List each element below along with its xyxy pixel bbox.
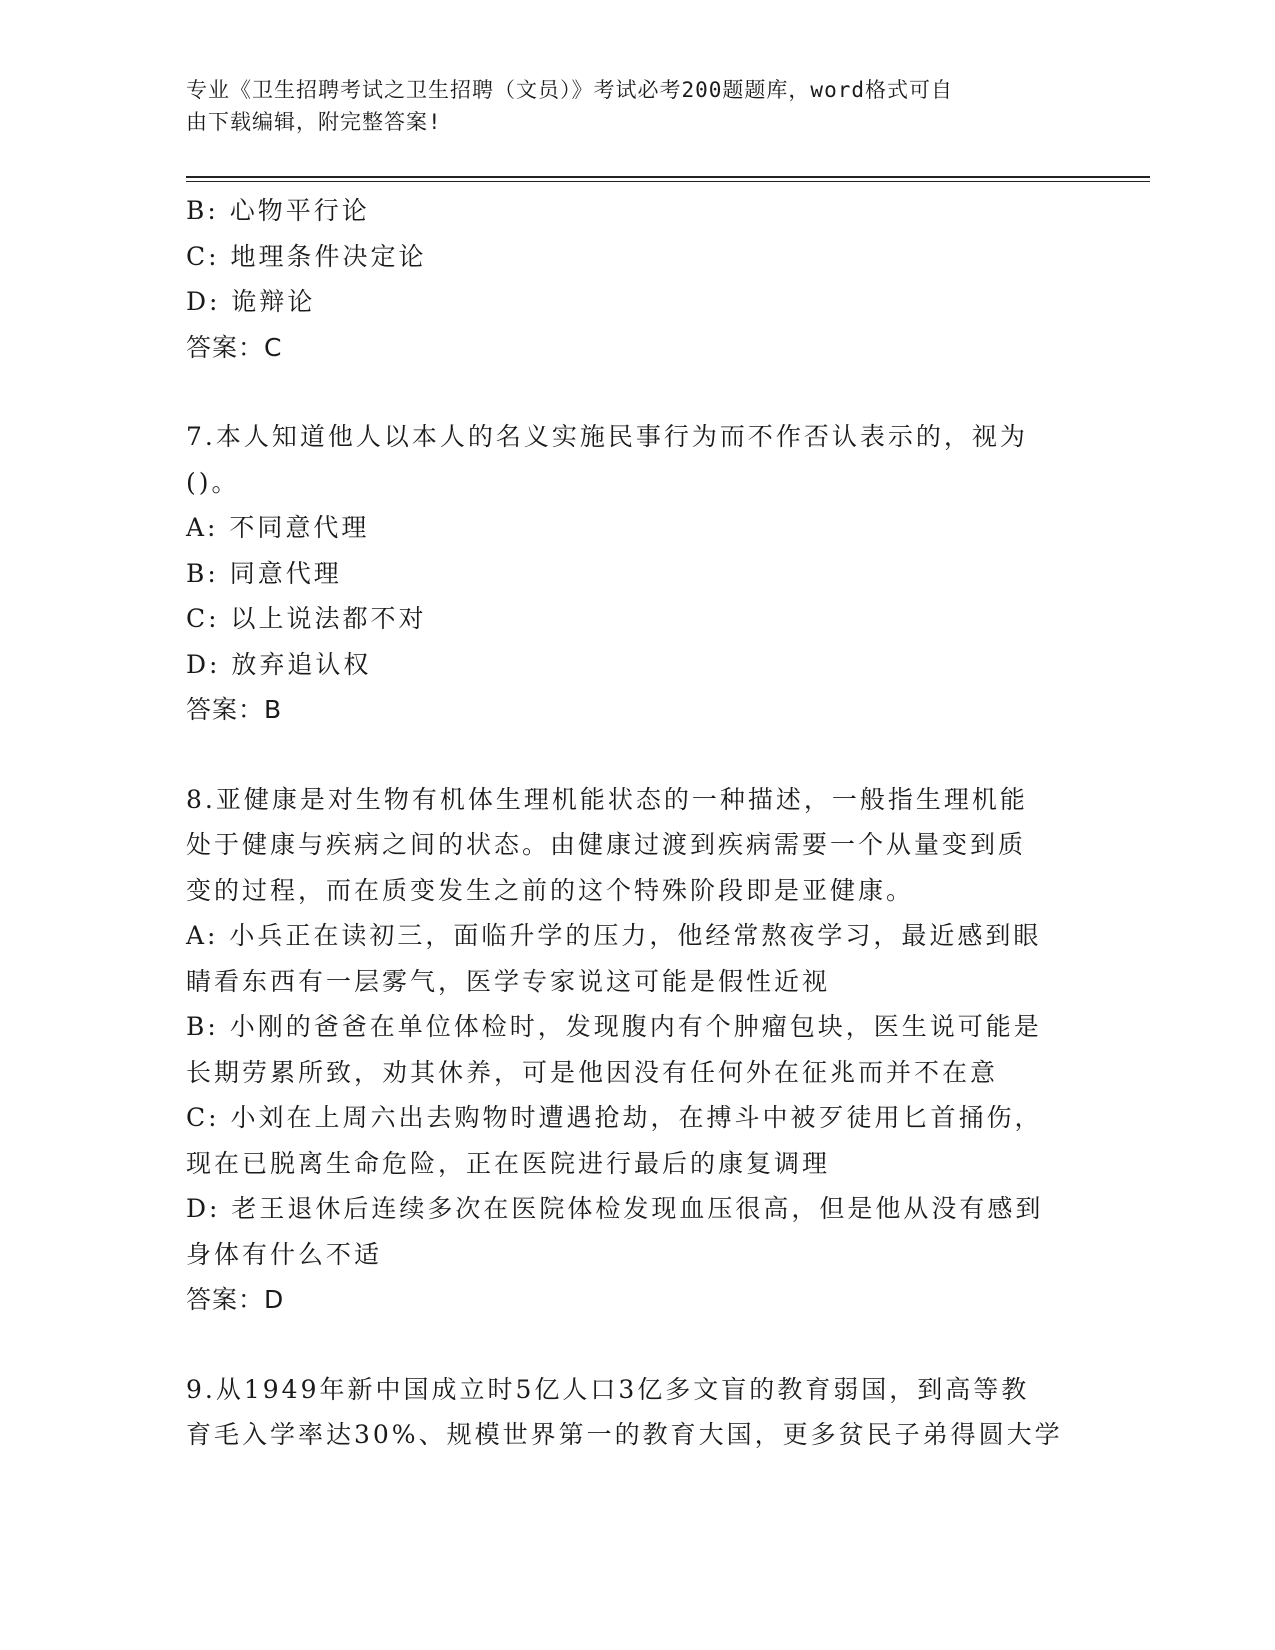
q6-answer: 答案：C [186,332,283,362]
q7-stem-line-2: ()。 [186,467,240,497]
q8-answer: 答案：D [186,1285,285,1314]
q8-stem-line-3: 变的过程，而在质变发生之前的这个特殊阶段即是亚健康。 [186,875,915,905]
question-7 [186,414,1086,733]
page-header [186,74,1066,138]
question-9 [186,1367,1086,1458]
q6-option-b: B: 心物平行论 [186,196,370,225]
q8-option-d-line-2: 身体有什么不适 [186,1239,383,1269]
header-line-2: 由下载编辑，附完整答案! [186,110,442,134]
q7-answer: 答案：B [186,695,283,724]
q8-option-a-line-1: A: 小兵正在读初三，面临升学的压力，他经常熬夜学习，最近感到眼 [186,921,1042,950]
q8-option-b-line-2: 长期劳累所致，劝其休养，可是他因没有任何外在征兆而并不在意 [186,1057,999,1087]
q8-stem-line-1: 8.亚健康是对生物有机体生理机能状态的一种描述，一般指生理机能 [186,784,1028,814]
q9-stem-line-1: 9.从1949年新中国成立时5亿人口3亿多文盲的教育弱国，到高等教 [186,1374,1030,1404]
q8-option-a-line-2: 睛看东西有一层雾气，医学专家说这可能是假性近视 [186,966,831,996]
header-line-1: 专业《卫生招聘考试之卫生招聘（文员）》考试必考200题题库，word格式可自 [186,78,953,102]
question-6-tail [186,188,1086,370]
spacer [186,370,1086,414]
q8-option-b-line-1: B: 小刚的爸爸在单位体检时，发现腹内有个肿瘤包块，医生说可能是 [186,1012,1042,1041]
q7-option-c: C: 以上说法都不对 [186,604,427,633]
q8-option-c-line-2: 现在已脱离生命危险，正在医院进行最后的康复调理 [186,1148,831,1178]
q7-stem-line-1: 7.本人知道他人以本人的名义实施民事行为而不作否认表示的，视为 [186,422,1028,451]
q8-option-c-line-1: C: 小刘在上周六出去购物时遭遇抢劫，在搏斗中被歹徒用匕首捅伤， [186,1103,1043,1132]
header-divider-thick [186,176,1150,178]
q7-option-d: D: 放弃追认权 [186,649,372,679]
question-8 [186,777,1086,1323]
q8-stem-line-2: 处于健康与疾病之间的状态。由健康过渡到疾病需要一个从量变到质 [186,830,1027,859]
q7-option-b: B: 同意代理 [186,558,342,588]
question-content [186,188,1086,1458]
spacer [186,1323,1086,1367]
q7-option-a: A: 不同意代理 [186,513,370,542]
header-divider-thin [186,181,1150,182]
q8-option-d-line-1: D: 老王退休后连续多次在医院体检发现血压很高，但是他从没有感到 [186,1194,1044,1223]
q6-option-c: C: 地理条件决定论 [186,241,427,271]
q9-stem-line-2: 育毛入学率达30%、规模世界第一的教育大国，更多贫民子弟得圆大学 [186,1420,1063,1449]
spacer [186,733,1086,777]
q6-option-d: D: 诡辩论 [186,287,316,316]
